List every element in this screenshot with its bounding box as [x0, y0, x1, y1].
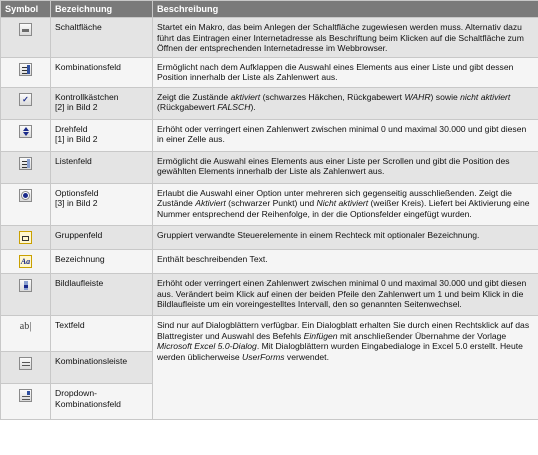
symbol-cell [1, 57, 51, 87]
radio-button-icon [19, 189, 32, 202]
description-text: (schwarzer Punkt) und [225, 198, 317, 208]
group-box-icon [19, 231, 32, 244]
description-text: Erlaubt die Auswahl einer Option unter mehreren sich gegenseitig ausschließenden. Zeigt die Zustände [157, 187, 512, 208]
name-cell [51, 57, 153, 87]
control-name: Dropdown-Kombinationsfeld [55, 388, 121, 409]
dropdown-icon [19, 389, 32, 402]
symbol-cell [1, 18, 51, 58]
header-symbol: Symbol [1, 1, 51, 18]
name-cell [51, 250, 153, 274]
description-text: Ermöglicht nach dem Aufklappen die Auswahl eines Elements aus einer Liste und gibt dessen Position innerhalb der Liste als Zahlenwert aus. [157, 61, 514, 82]
name-cell [51, 274, 153, 316]
description-text: (Rückgabewert [157, 102, 218, 112]
figure-reference: [1] in Bild 2 [55, 134, 98, 144]
combo-list-icon [19, 357, 32, 370]
symbol-cell [1, 352, 51, 384]
figure-reference: [2] in Bild 2 [55, 102, 98, 112]
button-icon [19, 23, 32, 36]
description-text: Ermöglicht die Auswahl eines Elements aus einer Liste per Scrollen und gibt die Position des gewählten Elements innerhalb der Liste als Zahlenwert aus. [157, 155, 510, 176]
control-name: Listenfeld [55, 155, 92, 166]
control-name: Gruppenfeld [55, 229, 103, 240]
description-text: mit anschließender Übernahme der Vorlage [337, 330, 507, 341]
name-cell [51, 183, 153, 225]
description-text: Einfügen [303, 330, 338, 341]
table-row [1, 119, 538, 151]
table-row [1, 57, 538, 87]
listbox-icon [19, 157, 32, 170]
description-cell [153, 57, 538, 87]
name-cell [51, 87, 153, 119]
description-text: . Mit Dialogblättern wurden Eingabedialoge in Excel 5.0 erstellt. Heute werden üblicherweise [157, 341, 523, 362]
description-text: Erhöht oder verringert einen Zahlenwert zwischen minimal 0 und maximal 30.000 und gibt diesen in einer Zelle aus. [157, 123, 527, 144]
description-cell [153, 225, 538, 250]
description-cell [153, 18, 538, 58]
name-cell [51, 18, 153, 58]
table-body [1, 18, 538, 420]
name-cell [51, 384, 153, 420]
textfield-icon: ab| [19, 321, 32, 332]
name-cell [51, 119, 153, 151]
control-name: Optionsfeld [55, 187, 99, 198]
table-row [1, 18, 538, 58]
description-text: (schwarzes Häkchen, Rückgabewert [260, 91, 405, 102]
symbol-cell [1, 225, 51, 250]
control-name: Textfeld [55, 320, 85, 330]
table-row [1, 316, 538, 352]
description-cell [153, 316, 538, 420]
table-row [1, 87, 538, 119]
description-cell [153, 151, 538, 183]
description-text: nicht aktiviert [460, 91, 511, 102]
header-bezeichnung: Bezeichnung [51, 1, 153, 18]
name-cell [51, 352, 153, 384]
control-name: Drehfeld [55, 123, 88, 134]
description-text: ). [250, 102, 256, 112]
spinner-icon [19, 125, 32, 138]
description-cell [153, 119, 538, 151]
header-beschreibung: Beschreibung [153, 1, 538, 18]
combobox-icon [19, 63, 32, 76]
description-cell [153, 87, 538, 119]
description-text: UserForms [242, 351, 285, 362]
symbol-cell [1, 384, 51, 420]
description-text: (weißer Kreis). Liefert bei Aktivierung eine Nummer entsprechend der Reihenfolge, in der die Optionsfelder eingefügt wurden. [157, 198, 530, 219]
symbol-cell [1, 316, 51, 352]
description-text: Gruppiert verwandte Steuerelemente in einem Rechteck mit optionaler Bezeichnung. [157, 229, 480, 240]
figure-reference: [3] in Bild 2 [55, 198, 98, 208]
control-name: Kombinationsfeld [55, 61, 121, 72]
checkbox-icon [19, 93, 32, 106]
table-row [1, 183, 538, 225]
description-text: ) sowie [430, 91, 461, 102]
symbol-cell [1, 274, 51, 316]
description-text: Erhöht oder verringert einen Zahlenwert zwischen minimal 0 und maximal 30.000 und gibt diesen aus. Verändert beim Klick auf einen der beiden Pfeile den Zahlenwert um 1 und beim Klick in die Bildlaufleiste um ein voreingestelltes Intervall, den so genannten Seitenwechsel. [157, 278, 527, 309]
description-text: Startet ein Makro, das beim Anlegen der Schaltfläche zugewiesen werden muss. Alternativ dazu führt das Eintragen einer Internetadresse als Beschriftung beim Klicken auf die Schaltfläche zum Öffnen der entsprechenden Internetadresse im Webbrowser. [157, 22, 524, 53]
table-header-row [1, 1, 538, 18]
name-cell [51, 316, 153, 352]
symbol-cell [1, 151, 51, 183]
table-row [1, 151, 538, 183]
symbol-cell [1, 119, 51, 151]
scrollbar-icon [19, 279, 32, 292]
table-row [1, 225, 538, 250]
description-text: Sind nur auf Dialogblättern verfügbar. Ein Dialogblatt erhalten Sie durch einen Rechtsklick auf das Blattregister und Auswahl des Befehls [157, 320, 530, 341]
symbol-cell [1, 250, 51, 274]
control-name: Kontrollkästchen [55, 91, 119, 102]
description-text: Zeigt die Zustände [157, 91, 231, 102]
symbol-cell [1, 183, 51, 225]
description-cell [153, 274, 538, 316]
name-cell [51, 151, 153, 183]
table-row [1, 250, 538, 274]
description-text: aktiviert [230, 91, 261, 102]
description-text: FALSCH [217, 102, 251, 112]
description-text: Nicht aktiviert [316, 198, 369, 208]
description-cell [153, 250, 538, 274]
description-text: Enthält beschreibenden Text. [157, 254, 268, 264]
control-name: Kombinationsleiste [55, 356, 128, 366]
control-name: Schaltfläche [55, 22, 102, 32]
control-name: Bildlaufleiste [55, 278, 104, 288]
description-text: verwendet. [284, 351, 329, 362]
name-cell [51, 225, 153, 250]
description-text: WAHR [404, 91, 431, 102]
table-row [1, 274, 538, 316]
description-text: Aktiviert [195, 198, 226, 208]
control-name: Bezeichnung [55, 254, 105, 264]
symbol-cell [1, 87, 51, 119]
description-cell [153, 183, 538, 225]
description-text: Microsoft Excel 5.0-Dialog [157, 341, 257, 351]
label-icon: Aa [20, 257, 31, 266]
